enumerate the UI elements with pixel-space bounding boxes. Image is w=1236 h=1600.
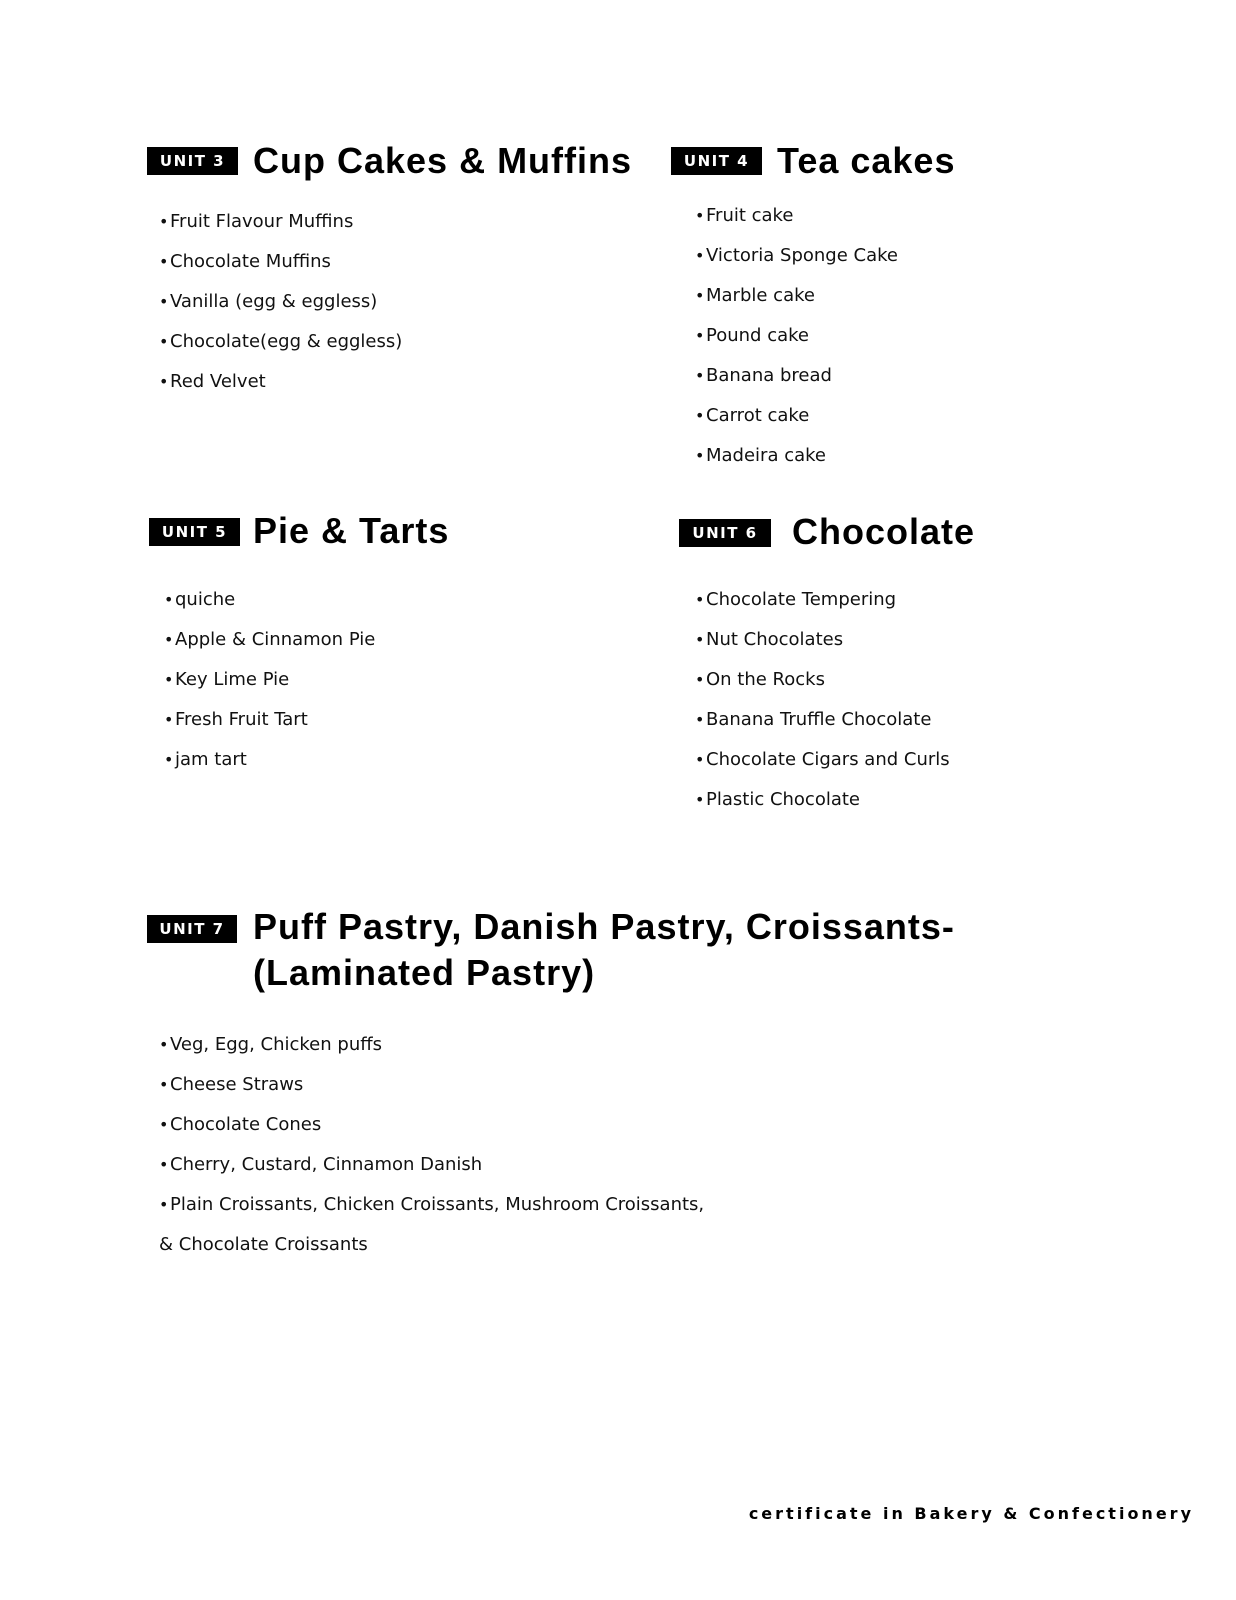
unit-6-badge: UNIT 6 (679, 519, 771, 547)
unit-7-title-line-2: (Laminated Pastry) (253, 952, 596, 993)
list-item: •Apple & Cinnamon Pie (164, 629, 376, 650)
unit-4-item-list (695, 196, 898, 476)
unit-4-title: Tea cakes (777, 140, 956, 181)
list-item: •jam tart (164, 749, 247, 770)
unit-5-badge: UNIT 5 (149, 518, 240, 546)
unit-3-badge: UNIT 3 (147, 147, 238, 175)
list-item: •Fresh Fruit Tart (164, 709, 308, 730)
list-item: •Fruit Flavour Muffins (159, 211, 354, 232)
unit-6-title: Chocolate (792, 511, 976, 552)
list-item: •Plastic Chocolate (695, 789, 861, 810)
list-item: •Chocolate Muffins (159, 251, 331, 272)
unit-6-item-list (695, 580, 950, 820)
list-item: •Pound cake (695, 325, 809, 346)
list-item: •Chocolate Cones (159, 1114, 322, 1135)
unit-4-badge: UNIT 4 (671, 147, 762, 175)
list-item: •Madeira cake (695, 445, 826, 466)
unit-7-badge: UNIT 7 (147, 915, 237, 943)
list-item: •Vanilla (egg & eggless) (159, 291, 378, 312)
list-item: •Veg, Egg, Chicken puffs (159, 1034, 383, 1055)
unit-5-title: Pie & Tarts (253, 510, 450, 551)
list-item: •Banana Truffle Chocolate (695, 709, 932, 730)
list-item: •Banana bread (695, 365, 832, 386)
list-item: •Red Velvet (159, 371, 266, 392)
footer-course-title: certificate in Bakery & Confectionery (748, 1504, 1194, 1523)
unit-3-item-list (159, 202, 402, 402)
list-item: •Chocolate Tempering (695, 589, 897, 610)
list-item: •Cheese Straws (159, 1074, 304, 1095)
list-item: •Plain Croissants, Chicken Croissants, Mushroom Croissants, (159, 1194, 705, 1215)
unit-7-item-continuation: & Chocolate Croissants (159, 1234, 368, 1255)
list-item: •On the Rocks (695, 669, 825, 690)
unit-7-title-line-1: Puff Pastry, Danish Pastry, Croissants- (253, 906, 955, 947)
list-item: •quiche (164, 589, 236, 610)
list-item: •Cherry, Custard, Cinnamon Danish (159, 1154, 483, 1175)
list-item: •Carrot cake (695, 405, 810, 426)
list-item: •Marble cake (695, 285, 815, 306)
list-item: •Victoria Sponge Cake (695, 245, 898, 266)
unit-3-title: Cup Cakes & Muffins (253, 140, 633, 181)
list-item: •Chocolate(egg & eggless) (159, 331, 403, 352)
list-item: •Chocolate Cigars and Curls (695, 749, 950, 770)
unit-7-title (253, 904, 955, 996)
unit-5-item-list (164, 580, 375, 780)
list-item: •Key Lime Pie (164, 669, 290, 690)
unit-7-item-list (159, 1025, 704, 1225)
list-item: •Nut Chocolates (695, 629, 844, 650)
list-item: •Fruit cake (695, 205, 794, 226)
